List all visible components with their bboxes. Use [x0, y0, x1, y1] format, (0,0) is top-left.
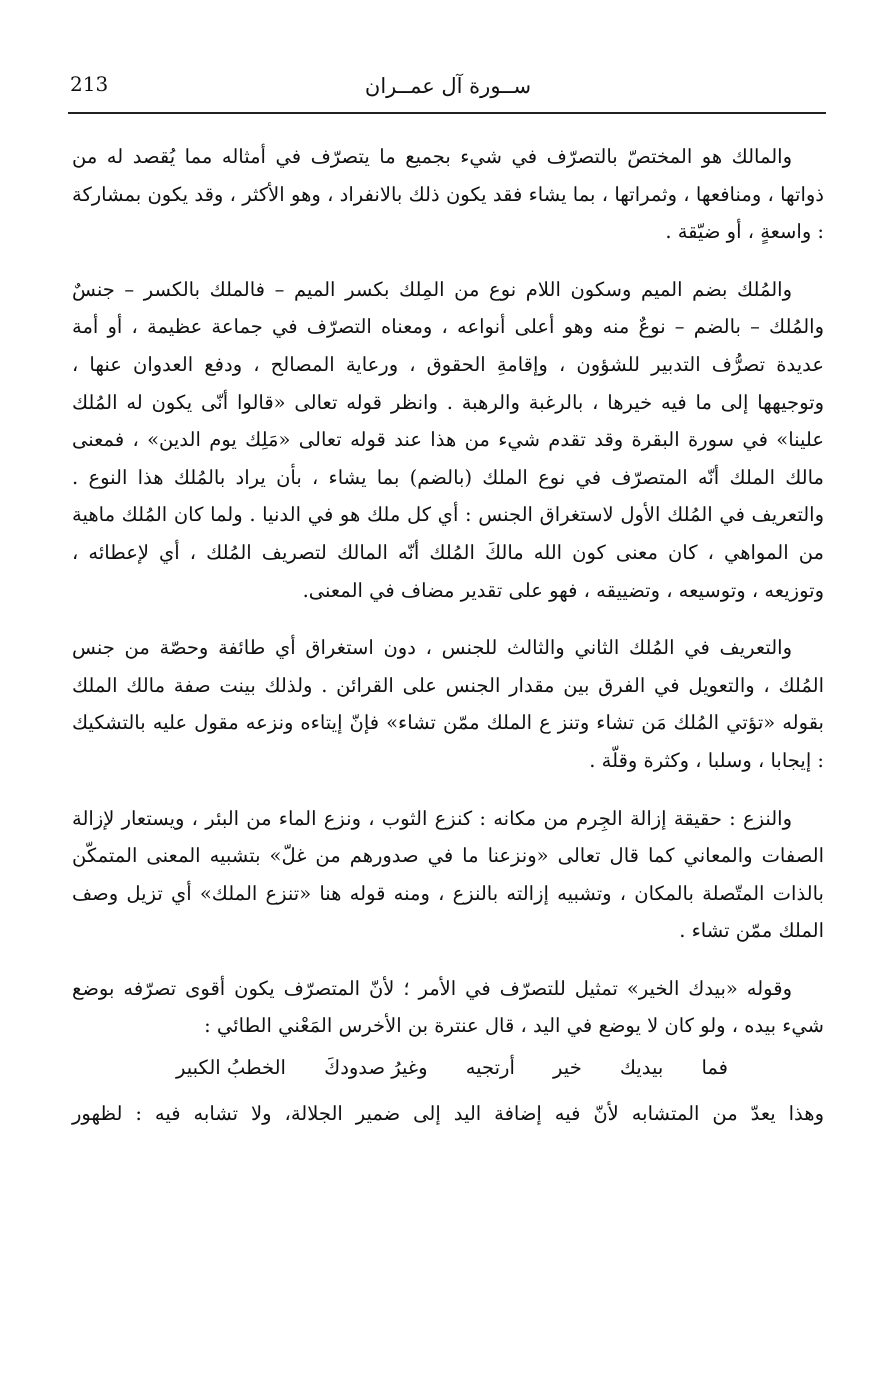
page-header	[70, 72, 826, 108]
header-divider	[68, 112, 826, 114]
poetry-verse	[72, 1049, 824, 1087]
surah-title: ســورة آل عمــران	[364, 74, 532, 98]
verse-word: فما	[701, 1056, 728, 1080]
verse-word: أرتجيه	[465, 1056, 515, 1080]
paragraph-mulk: والمُلك بضم الميم وسكون اللام نوع من المِلك بكسر الميم – فالملك بالكسر – جنسٌ والمُلك – بالضم – نوعٌ منه وهو أعلى أنواعه ، ومعناه التصرّف في جماعة عظيمة ، أو أمة عديدة تصرُّف التدبير للشؤون ، وإقامةِ الحقوق ، ورعاية المصالح ، ودفع العدوان عنها ، وتوجيهها إلى ما فيه خيرها ، بالرغبة والرهبة . وانظر قوله تعالى «قالوا أنّى يكون له المُلك علينا» في سورة البقرة وقد تقدم شيء من هذا عند قوله تعالى «مَلِك يوم الدين» ، فمعنى مالك الملك أنّه المتصرّف في نوع الملك (بالضم) بما يشاء ، بأن يراد بالمُلك هذا النوع . والتعريف في المُلك الأول لاستغراق الجنس : أي كل ملك هو في الدنيا . ولما كان المُلك ماهية من المواهي ، كان معنى كون الله مالكَ المُلك أنّه المالك لتصريف المُلك ، أي لإعطائه ، وتوزيعه ، وتوسيعه ، وتضييقه ، فهو على تقدير مضاف في المعنى.	[72, 277, 825, 602]
paragraph-naza: والنزع : حقيقة إزالة الجِرم من مكانه : كنزع الثوب ، ونزع الماء من البئر ، ويستعار لإزالة الصفات والمعاني كما قال تعالى «ونزعنا ما في صدورهم من غلّ» بتشبيه المعنى المتمكّن بالذات المتّصلة بالمكان ، وتشبيه إزالته بالنزع ، ومنه قوله هنا «تنزع الملك» أي تزيل وصف الملك ممّن تشاء .	[72, 806, 824, 943]
verse-word: الخطبُ الكبير	[176, 1056, 286, 1080]
paragraph-biyadik: وقوله «بيدك الخير» تمثيل للتصرّف في الأمر ؛ لأنّ المتصرّف يكون أقوى تصرّفه بوضع شيء بيده ، ولو كان لا يوضع في اليد ، قال عنترة بن الأخرس المَعْني الطائي :	[72, 976, 824, 1038]
verse-word: خير	[553, 1056, 582, 1080]
page-number: 213	[70, 72, 109, 96]
verse-word: بيديك	[619, 1056, 664, 1080]
final-line: وهذا يعدّ من المتشابه لأنّ فيه إضافة اليد إلى ضمير الجلالة، ولا تشابه فيه : لظهور	[72, 1101, 824, 1125]
paragraph-tarif: والتعريف في المُلك الثاني والثالث للجنس ، دون استغراق أي طائفة وحصّة من جنس المُلك ، والتعويل في الفرق بين مقدار الجنس على القرائن . ولذلك بينت صفة مالك الملك بقوله «تؤتي المُلك مَن تشاء وتنز ع الملك ممّن تشاء» فإنّ إيتاءه ونزعه مقول عليه بالتشكيك : إيجابا ، وسلبا ، وكثرة وقلّة .	[72, 636, 824, 772]
verse-word: وغيرُ صدودكَ	[324, 1056, 428, 1080]
body-text	[72, 138, 824, 1152]
paragraph-malik: والمالك هو المختصّ بالتصرّف في شيء بجميع ما يتصرّف في أمثاله مما يُقصد له من ذواتها ، ومنافعها ، وثمراتها ، بما يشاء فقد يكون ذلك بالانفراد ، وهو الأكثر ، وقد يكون بمشاركة : واسعةٍ ، أو ضيّقة .	[72, 145, 824, 244]
